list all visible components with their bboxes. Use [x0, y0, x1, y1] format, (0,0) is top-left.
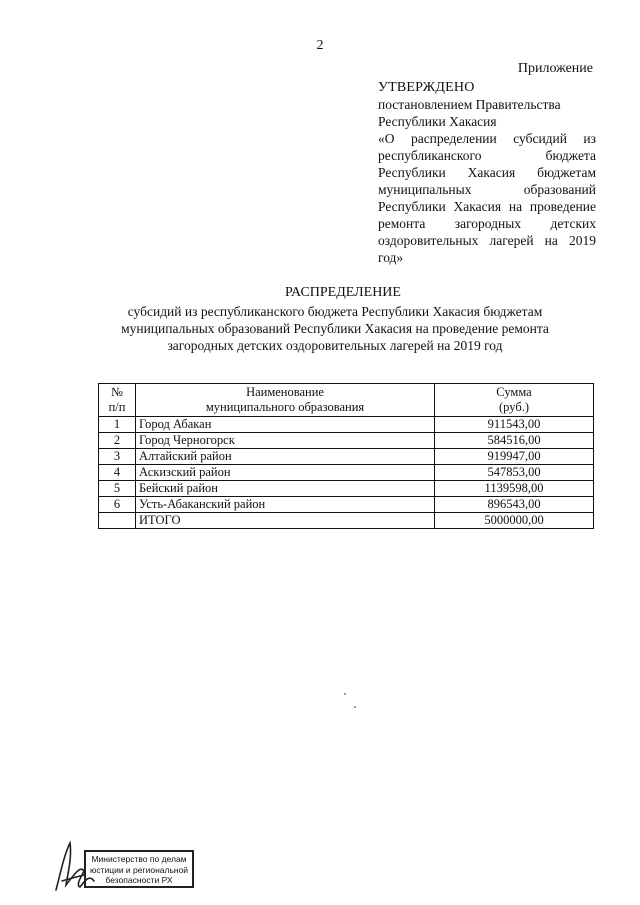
- table-row: [99, 433, 594, 449]
- header-sum-line2: (руб.): [499, 400, 529, 414]
- subtitle-line: субсидий из республиканского бюджета Республики Хакасия бюджетам: [127, 304, 543, 319]
- table-header-row: [99, 384, 594, 417]
- table-total-row: [99, 513, 594, 529]
- approval-line: ремонта загородных детских: [378, 216, 596, 231]
- row-sum: 919947,00: [435, 449, 594, 465]
- row-num: 5: [99, 481, 136, 497]
- total-sum: 5000000,00: [435, 513, 594, 529]
- scan-speck: [344, 693, 346, 695]
- row-sum: 547853,00: [435, 465, 594, 481]
- row-sum: 584516,00: [435, 433, 594, 449]
- row-num: 2: [99, 433, 136, 449]
- approval-line: Республики Хакасия на проведение: [378, 199, 596, 214]
- approval-line: постановлением Правительства: [378, 97, 561, 112]
- row-num: 4: [99, 465, 136, 481]
- scan-speck: [354, 706, 356, 708]
- header-name: [136, 384, 435, 417]
- stamp-line: безопасности РХ: [105, 875, 173, 885]
- approval-line: муниципальных образований: [378, 182, 596, 197]
- stamp-line: юстиции и региональной: [89, 864, 189, 875]
- subtitle-line: муниципальных образований Республики Хакасия на проведение ремонта: [121, 321, 549, 336]
- header-num-line2: п/п: [108, 400, 126, 414]
- row-num: 6: [99, 497, 136, 513]
- row-sum: 1139598,00: [435, 481, 594, 497]
- row-name: Бейский район: [136, 481, 435, 497]
- row-sum: 911543,00: [435, 417, 594, 433]
- row-name: Город Абакан: [136, 417, 435, 433]
- distribution-table: [98, 383, 594, 529]
- table-row: [99, 449, 594, 465]
- header-name-line1: Наименованиe: [246, 385, 324, 399]
- approval-title: УТВЕРЖДЕНО: [378, 80, 475, 95]
- document-subtitle: [80, 303, 590, 354]
- approval-block: [378, 79, 596, 266]
- row-name: Аскизский район: [136, 465, 435, 481]
- table-row: [99, 481, 594, 497]
- row-name: Город Черногорск: [136, 433, 435, 449]
- document-heading: РАСПРЕДЕЛЕНИЕ: [285, 285, 401, 300]
- header-name-line2: муниципального образования: [205, 400, 365, 414]
- subtitle-line: загородных детских оздоровительных лагерей на 2019 год: [167, 338, 503, 353]
- header-num-line1: №: [111, 385, 123, 399]
- approval-line: республиканского бюджета: [378, 148, 596, 163]
- table-row: [99, 465, 594, 481]
- appendix-label: Приложение: [517, 61, 593, 76]
- row-sum: 896543,00: [435, 497, 594, 513]
- approval-line: Республики Хакасия бюджетам: [378, 165, 596, 180]
- table-row: [99, 417, 594, 433]
- header-sum-line1: Сумма: [496, 385, 532, 399]
- page-number: 2: [316, 38, 324, 53]
- approval-line: Республики Хакасия: [378, 114, 497, 129]
- approval-line: год»: [378, 250, 404, 265]
- table-row: [99, 497, 594, 513]
- row-num: 1: [99, 417, 136, 433]
- approval-line: оздоровительных лагерей на 2019: [378, 233, 596, 248]
- header-num: [99, 384, 136, 417]
- total-num: [99, 513, 136, 529]
- header-sum: [435, 384, 594, 417]
- row-num: 3: [99, 449, 136, 465]
- stamp-line: Министерство по делам: [91, 854, 187, 864]
- row-name: Алтайский район: [136, 449, 435, 465]
- total-label: ИТОГО: [136, 513, 435, 529]
- approval-line: «О распределении субсидий из: [378, 131, 596, 146]
- row-name: Усть-Абаканский район: [136, 497, 435, 513]
- ministry-stamp: [84, 850, 194, 888]
